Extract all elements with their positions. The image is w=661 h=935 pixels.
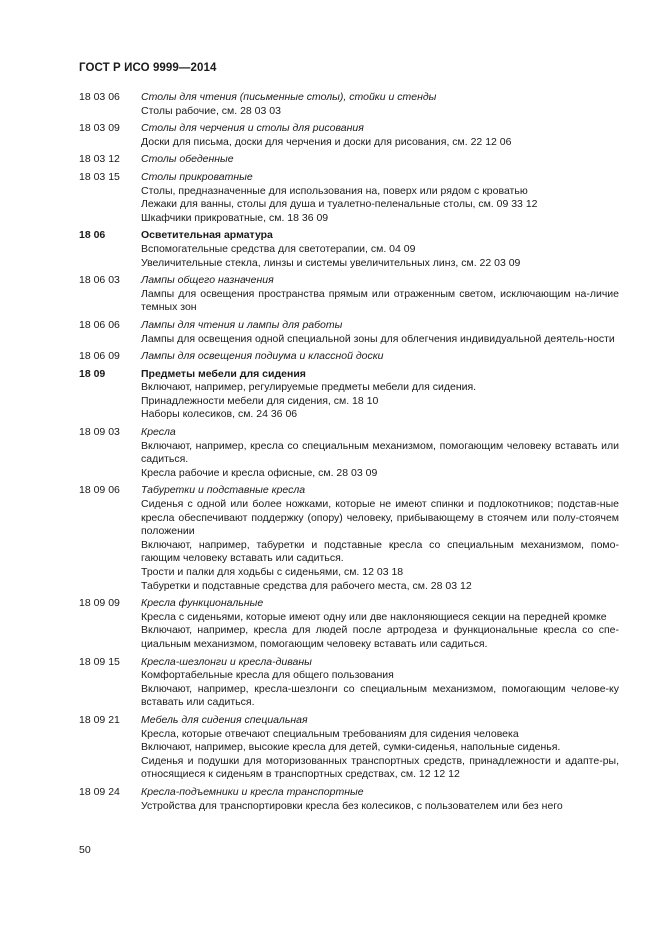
entry-code: 18 09 24	[79, 785, 120, 798]
entry-title: Осветительная арматура	[141, 229, 273, 242]
entry-code: 18 09 21	[79, 713, 120, 726]
classification-entry	[79, 368, 619, 422]
entry-description-line: Столы рабочие, см. 28 03 03	[141, 104, 281, 117]
entry-code: 18 03 09	[79, 122, 120, 135]
classification-entry	[79, 656, 619, 710]
entry-description-line: Столы, предназначенные для использования на, поверх или рядом с кроватью	[141, 184, 528, 197]
entry-code: 18 06 03	[79, 274, 120, 287]
entry-body	[141, 368, 619, 422]
entry-description-line: Кресла, которые отвечают специальным требованиям для сидения человека	[141, 727, 519, 740]
entry-title: Лампы для освещения подиума и классной доски	[141, 350, 384, 363]
entry-title: Кресла-подъемники и кресла транспортные	[141, 785, 364, 798]
entry-code: 18 09 09	[79, 597, 120, 610]
entry-description-line: Устройства для транспортировки кресла без колесиков, с пользователем или без него	[141, 799, 563, 812]
classification-entry	[79, 229, 619, 270]
entry-title: Лампы для чтения и лампы для работы	[141, 318, 343, 331]
entry-description-line: Включают, например, кресла для людей после артродеза и функциональные кресла со спе-циальным механизмом, помогающим человеку вставать или садиться.	[141, 624, 619, 650]
entry-title: Столы для черчения и столы для рисования	[141, 122, 364, 135]
entry-description-line: Наборы колесиков, см. 24 36 06	[141, 408, 298, 421]
entry-title: Столы для чтения (письменные столы), стойки и стенды	[141, 91, 437, 103]
entry-description-line: Вспомогательные средства для светотерапии, см. 04 09	[141, 242, 416, 255]
entry-code: 18 06 06	[79, 318, 120, 331]
entry-title: Предметы мебели для сидения	[141, 367, 306, 380]
entry-title: Лампы общего назначения	[141, 274, 274, 287]
entry-description-line: Принадлежности мебели для сидения, см. 18 10	[141, 394, 379, 407]
entry-description-line: Увеличительные стекла, линзы и системы увеличительных линз, см. 22 03 09	[141, 256, 521, 269]
entry-code: 18 03 12	[79, 153, 120, 166]
document-header: ГОСТ Р ИСО 9999—2014	[79, 62, 217, 74]
classification-list	[79, 91, 619, 817]
entry-title: Кресла функциональные	[141, 597, 264, 610]
classification-entry	[79, 319, 619, 346]
entry-code: 18 09 03	[79, 426, 120, 439]
classification-entry	[79, 714, 619, 782]
entry-description-line: Лампы для освещения одной специальной зоны для облегчения индивидуальной деятель-ности	[141, 332, 615, 345]
entry-description-line: Трости и палки для ходьбы с сиденьями, см. 12 03 18	[141, 566, 404, 578]
entry-description-line: Лежаки для ванны, столы для душа и туалетно-пеленальные столы, см. 09 33 12	[141, 198, 538, 211]
entry-title: Кресла-шезлонги и кресла-диваны	[141, 655, 312, 668]
classification-entry	[79, 426, 619, 480]
entry-description-line: Комфортабельные кресла для общего пользования	[141, 669, 394, 682]
classification-entry	[79, 91, 619, 118]
classification-entry	[79, 274, 619, 315]
entry-description-line: Включают, например, высокие кресла для детей, сумки-сиденья, напольные сиденья.	[141, 741, 561, 754]
classification-entry	[79, 597, 619, 651]
entry-body	[141, 597, 619, 651]
entry-code: 18 09	[79, 367, 106, 380]
entry-title: Столы прикроватные	[141, 170, 253, 183]
entry-description-line: Включают, например, табуретки и подставные кресла со специальным механизмом, помо-гающим человеку вставать или садиться.	[141, 538, 619, 565]
entry-title: Столы обеденные	[141, 153, 234, 166]
entry-body	[141, 350, 619, 364]
entry-code: 18 09 15	[79, 655, 120, 668]
entry-description-line: Сиденья и подушки для моторизованных транспортных средств, принадлежности и адапте-ры, относящиеся к сиденьям в транспортных средствах, см. 12 12 12	[141, 754, 619, 781]
entry-description-line: Кресла с сиденьями, которые имеют одну или две наклоняющиеся секции на передней кромке	[141, 610, 607, 623]
entry-code: 18 03 06	[79, 91, 120, 103]
classification-entry	[79, 171, 619, 225]
entry-description-line: Включают, например, кресла-шезлонги со специальным механизмом, помогающим челове-ку вставать или садиться.	[141, 682, 619, 709]
entry-body	[141, 714, 619, 782]
entry-description-line: Включают, например, кресла со специальным механизмом, помогающим человеку вставать или садиться.	[141, 439, 619, 466]
entry-body	[141, 153, 619, 167]
entry-body	[141, 786, 619, 813]
entry-body	[141, 274, 619, 315]
entry-code: 18 06	[79, 229, 106, 242]
entry-description-line: Включают, например, регулируемые предметы мебели для сидения.	[141, 381, 477, 394]
entry-code: 18 06 09	[79, 350, 120, 363]
entry-title: Мебель для сидения специальная	[141, 713, 308, 726]
entry-body	[141, 91, 619, 118]
classification-entry	[79, 350, 619, 364]
entry-body	[141, 171, 619, 225]
classification-entry	[79, 122, 619, 149]
entry-description-line: Табуретки и подставные средства для рабочего места, см. 28 03 12	[141, 579, 472, 592]
classification-entry	[79, 484, 619, 593]
classification-entry	[79, 786, 619, 813]
entry-description-line: Доски для письма, доски для черчения и доски для рисования, см. 22 12 06	[141, 135, 512, 148]
entry-body	[141, 122, 619, 149]
entry-body	[141, 229, 619, 270]
entry-description-line: Лампы для освещения пространства прямым или отраженным светом, исключающим на-личие темных зон	[141, 287, 619, 314]
entry-body	[141, 484, 619, 593]
entry-body	[141, 426, 619, 480]
entry-body	[141, 656, 619, 710]
entry-title: Кресла	[141, 426, 176, 439]
entry-description-line: Сиденья с одной или более ножками, которые не имеют спинки и подлокотников; подстав-ные кресла обеспечивают поддержку (опору) человеку, прибывающему в стоячем или полу-стоячем положении	[141, 498, 619, 538]
entry-code: 18 09 06	[79, 484, 120, 497]
entry-title: Табуретки и подставные кресла	[141, 484, 306, 497]
entry-description-line: Кресла рабочие и кресла офисные, см. 28 03 09	[141, 466, 378, 479]
classification-entry	[79, 153, 619, 167]
entry-code: 18 03 15	[79, 170, 120, 183]
entry-description-line: Шкафчики прикроватные, см. 18 36 09	[141, 211, 329, 224]
page-number: 50	[79, 844, 91, 856]
entry-body	[141, 319, 619, 346]
